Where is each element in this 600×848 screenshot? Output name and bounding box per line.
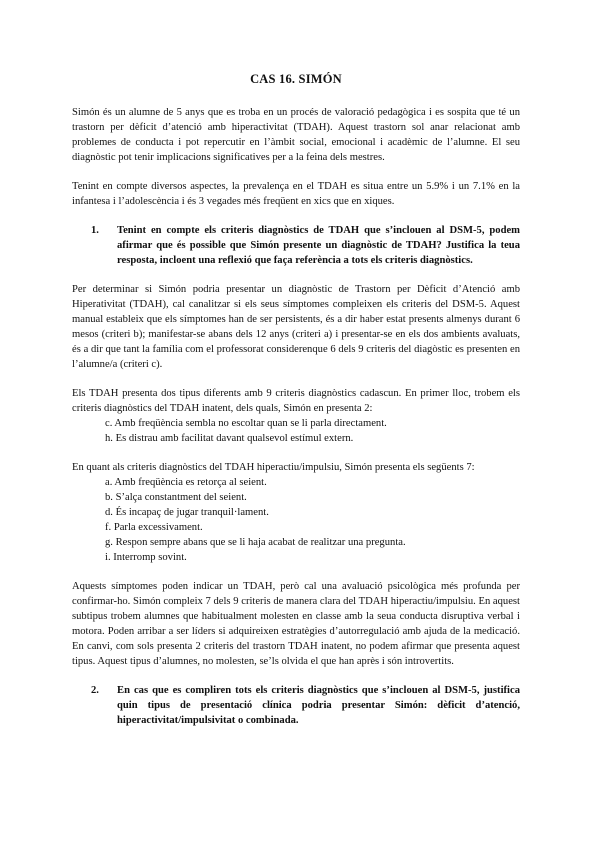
question-1 (72, 223, 520, 268)
answer-1-paragraph-3: En quant als criteris diagnòstics del TDAH hiperactiu/impulsiu, Simón presenta els següents 7: (72, 462, 475, 473)
list-item: f. Parla excessivament. (105, 522, 203, 533)
list-item: a. Amb freqüència es retorça al seient. (105, 477, 267, 488)
list-item: i. Interromp sovint. (105, 552, 187, 563)
answer-1-paragraph-2: Els TDAH presenta dos tipus diferents amb 9 criteris diagnòstics cadascun. En primer lloc, trobem els criteris diagnòstics del TDAH inatent, dels quals, Simón en presenta 2: (72, 388, 520, 414)
list-item: c. Amb freqüència sembla no escoltar quan se li parla directament. (105, 418, 387, 429)
list-item: g. Respon sempre abans que se li haja acabat de realitzar una pregunta. (105, 537, 406, 548)
question-1-text: Tenint en compte els criteris diagnòstics de TDAH que s’inclouen al DSM-5, podem afirmar que és possible que Simón presente un diagnòstic de TDAH? Justifica la teua resposta, incloent una reflexió que faça referència a tots els criteris diagnòstics. (117, 225, 520, 266)
intro-paragraph-1: Simón és un alumne de 5 anys que es troba en un procés de valoració pedagògica i es sospita que té un trastorn per dèficit d’atenció amb hiperactivitat (TDAH). Aquest trastorn sol anar relacionat amb problemes de conducta i pot repercutir en l’àmbit social, emocional i acadèmic de l’alumne. El seu diagnòstic pot tenir implicacions significatives per a la feina dels mestres. (72, 107, 520, 163)
inattentive-criteria-list (72, 416, 520, 446)
list-item: h. Es distrau amb facilitat davant qualsevol estímul extern. (105, 433, 354, 444)
question-2 (72, 683, 520, 728)
intro-paragraph-2: Tenint en compte diversos aspectes, la prevalença en el TDAH es situa entre un 5.9% i un 7.1% en la infantesa i l’adolescència i és 3 vegades més freqüent en xics que en xiques. (72, 181, 520, 207)
list-item: d. És incapaç de jugar tranquil·lament. (105, 507, 269, 518)
question-1-number: 1. (91, 225, 99, 236)
hyperactive-criteria-list (72, 475, 520, 565)
list-item: b. S’alça constantment del seient. (105, 492, 247, 503)
answer-1-paragraph-4: Aquests símptomes poden indicar un TDAH, però cal una avaluació psicològica més profunda per confirmar-ho. Simón compleix 7 dels 9 criteris de manera clara del TDAH hiperactiu/impulsiu. En aquest subtipus trobem alumnes que habitualment molesten en classe amb la seua conducta disruptiva verbal i motora. Poden arribar a ser líders si adquireixen estratègies d’autorregulació amb ajuda de la medicació. En canvi, com sols presenta 2 criteris del trastorn TDAH inatent, no podem afirmar que presenta aquest tipus. Aquest tipus d’alumnes, no molesten, se’ls olvida el que han après i són introvertits. (72, 581, 520, 667)
question-2-number: 2. (91, 685, 99, 696)
page-title: CAS 16. SIMÓN (250, 72, 342, 86)
question-2-text: En cas que es compliren tots els criteris diagnòstics que s’inclouen al DSM-5, justifica quin tipus de presentació clínica podria presentar Simón: dèficit d’atenció, hiperactivitat/impulsivitat o combinada. (117, 685, 520, 726)
answer-1-paragraph-1: Per determinar si Simón podria presentar un diagnòstic de Trastorn per Dèficit d’Atenció amb Hiperativitat (TDAH), cal canalitzar si els seus símptomes compleixen els criteris del DSM-5. Aquest manual estableix que els símptomes han de ser persistents, és a dir haber estat presents almenys durant 6 mesos (criteri b); manifestar-se abans dels 12 anys (criteri a) i presentar-se en els dos ambients avaluats, és a dir que tant la família com el professorat considerenque 6 dels 9 criteris del diagòstic es presenten en l’alumne/a (criteri c). (72, 284, 520, 370)
